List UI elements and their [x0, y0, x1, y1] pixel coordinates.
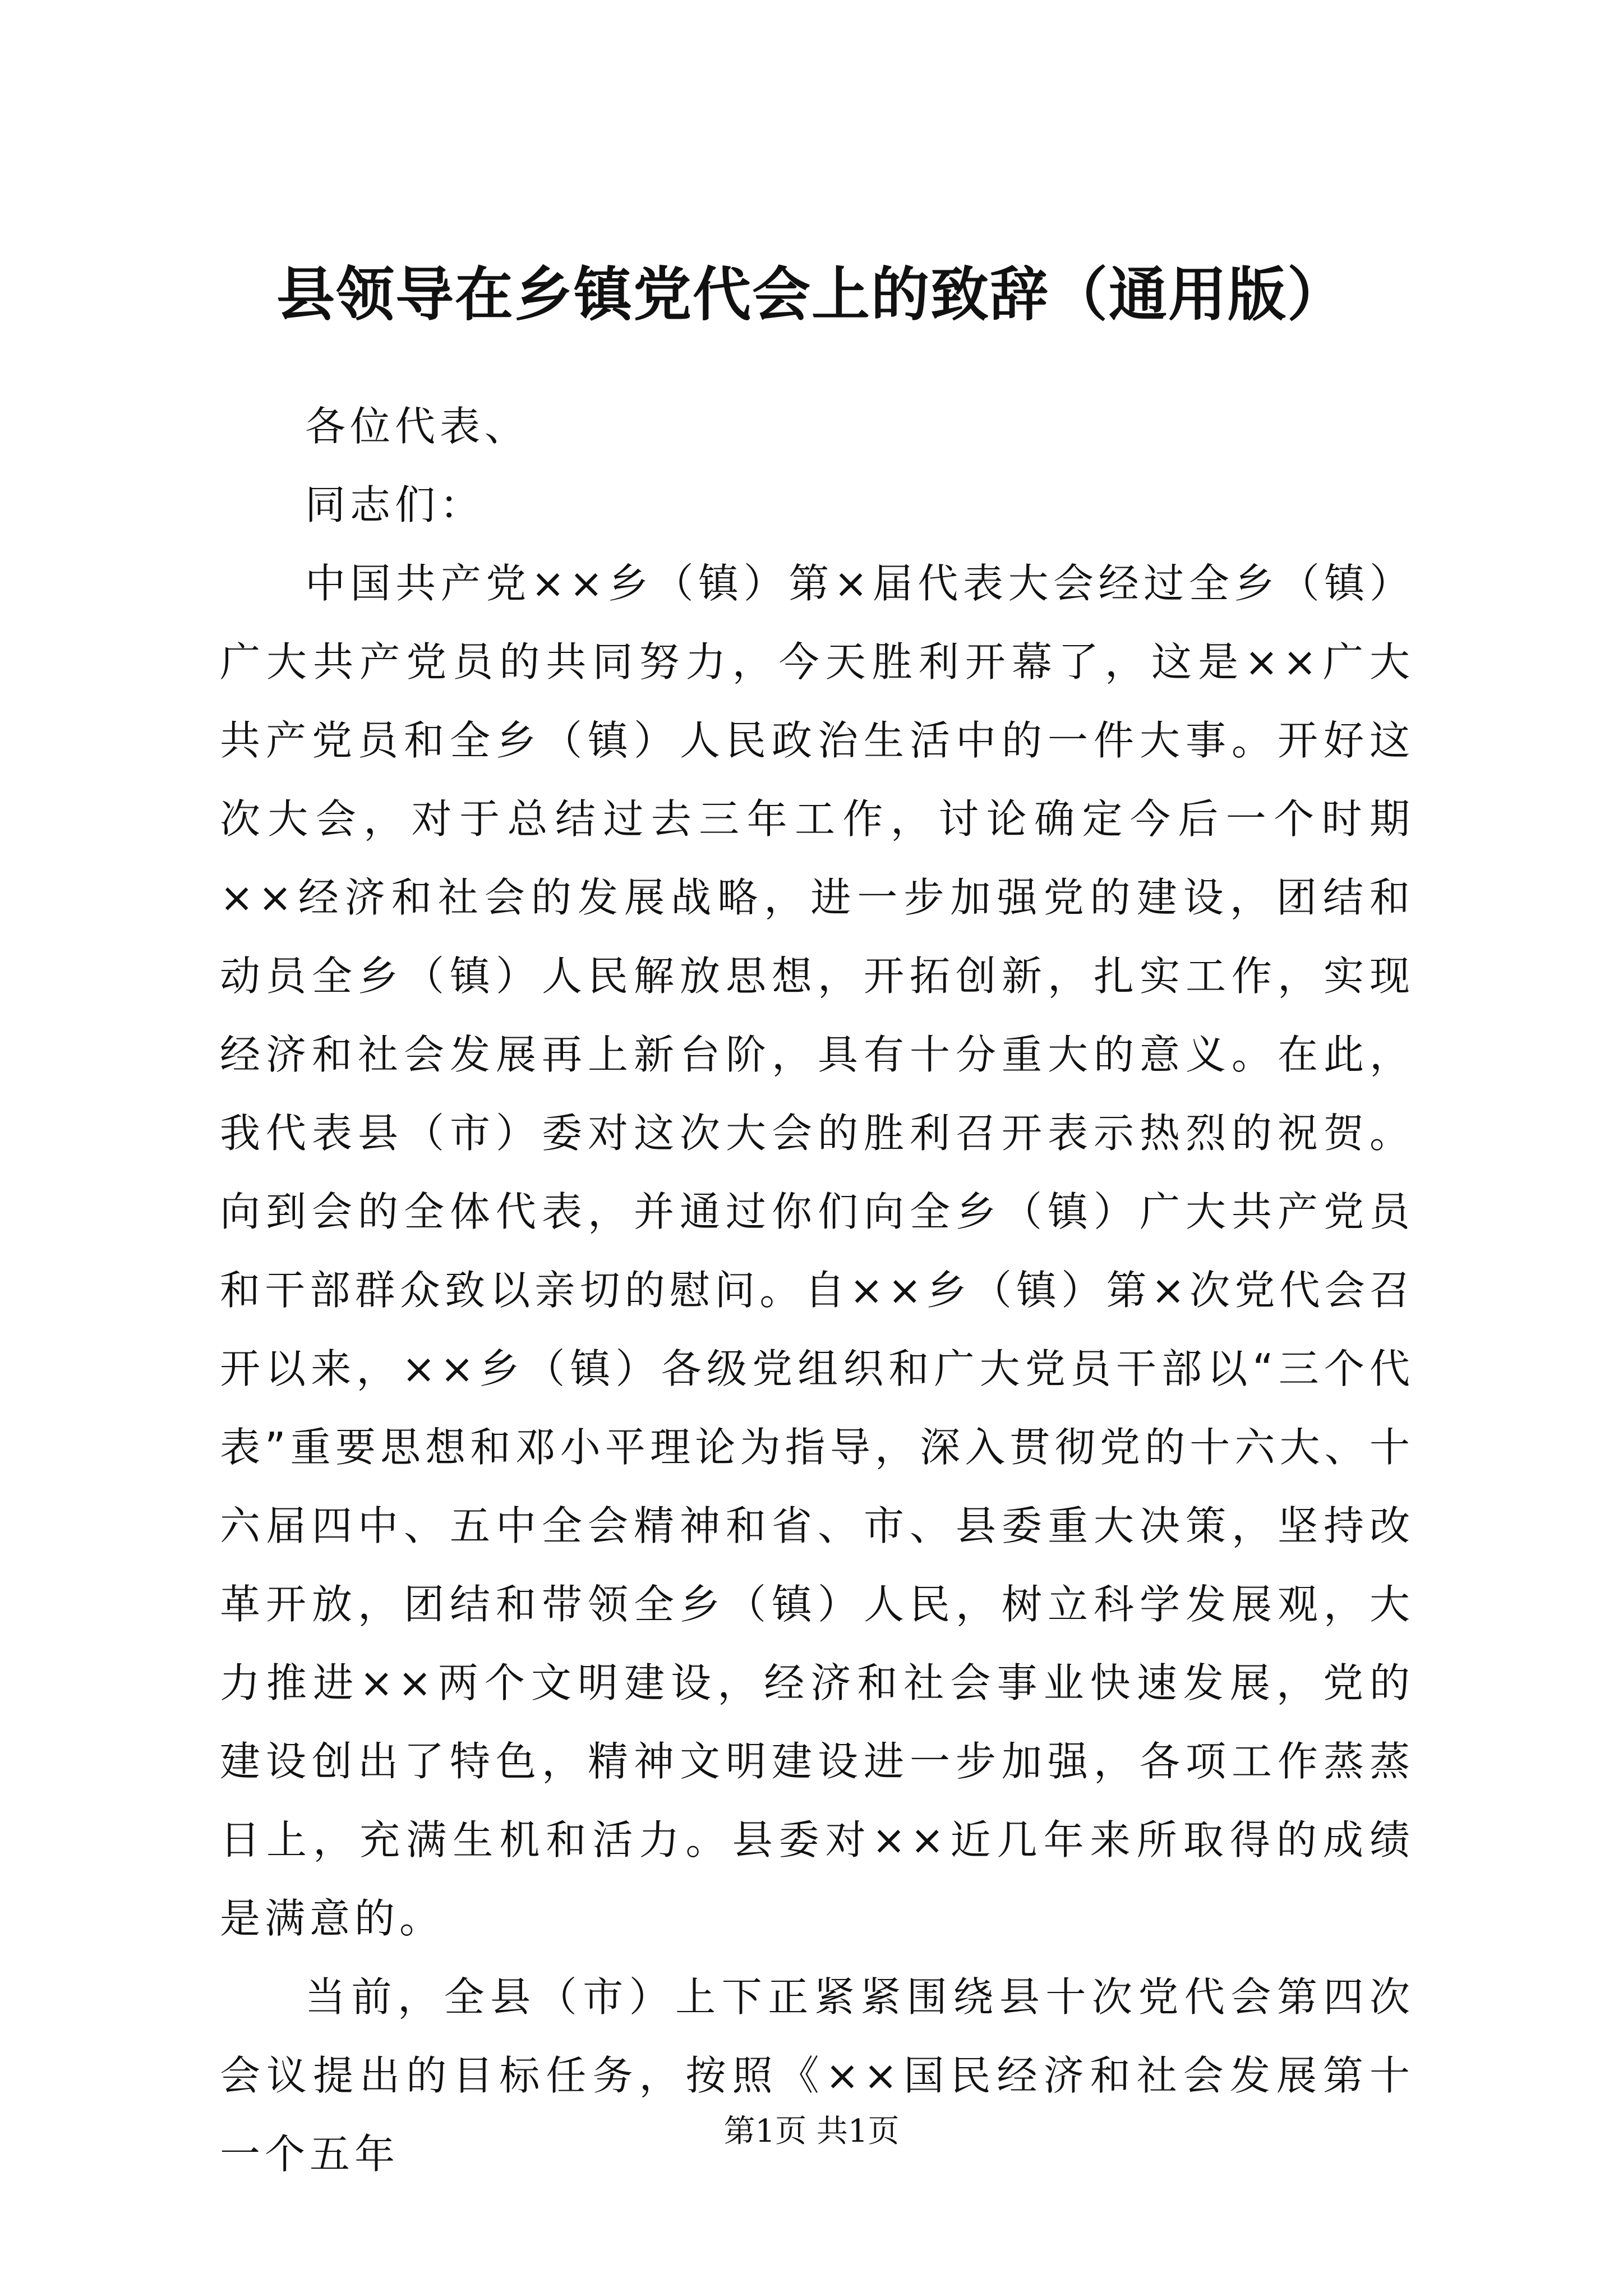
body-paragraph-2: 当前，全县（市）上下正紧紧围绕县十次党代会第四次会议提出的目标任务，按照《××国民经济和社会发展第十一个五年: [220, 1973, 1414, 2178]
document-title: 县领导在乡镇党代会上的致辞（通用版）: [276, 260, 1347, 329]
document-body: [220, 387, 1414, 2193]
salutation-line-1: 各位代表、: [305, 403, 530, 450]
body-paragraph-1: 中国共产党××乡（镇）第×届代表大会经过全乡（镇）广大共产党员的共同努力，今天胜利开幕了，这是××广大共产党员和全乡（镇）人民政治生活中的一件大事。开好这次大会，对于总结过去三年工作，讨论确定今后一个时期××经济和社会的发展战略，进一步加强党的建设，团结和动员全乡（镇）人民解放思想，开拓创新，扎实工作，实现经济和社会发展再上新台阶，具有十分重大的意义。在此，我代表县（市）委对这次大会的胜利召开表示热烈的祝贺。向到会的全体代表，并通过你们向全乡（镇）广大共产党员和干部群众致以亲切的慰问。自××乡（镇）第×次党代会召开以来，××乡（镇）各级党组织和广大党员干部以“三个代表”重要思想和邓小平理论为指导，深入贯彻党的十六大、十六届四中、五中全会精神和省、市、县委重大决策，坚持改革开放，团结和带领全乡（镇）人民，树立科学发展观，大力推进××两个文明建设，经济和社会事业快速发展，党的建设创出了特色，精神文明建设进一步加强，各项工作蒸蒸日上，充满生机和活力。县委对××近几年来所取得的成绩是满意的。: [220, 560, 1414, 1942]
salutation-line-2: 同志们：: [305, 481, 485, 528]
page-footer: 第1页 共1页: [723, 2113, 900, 2150]
